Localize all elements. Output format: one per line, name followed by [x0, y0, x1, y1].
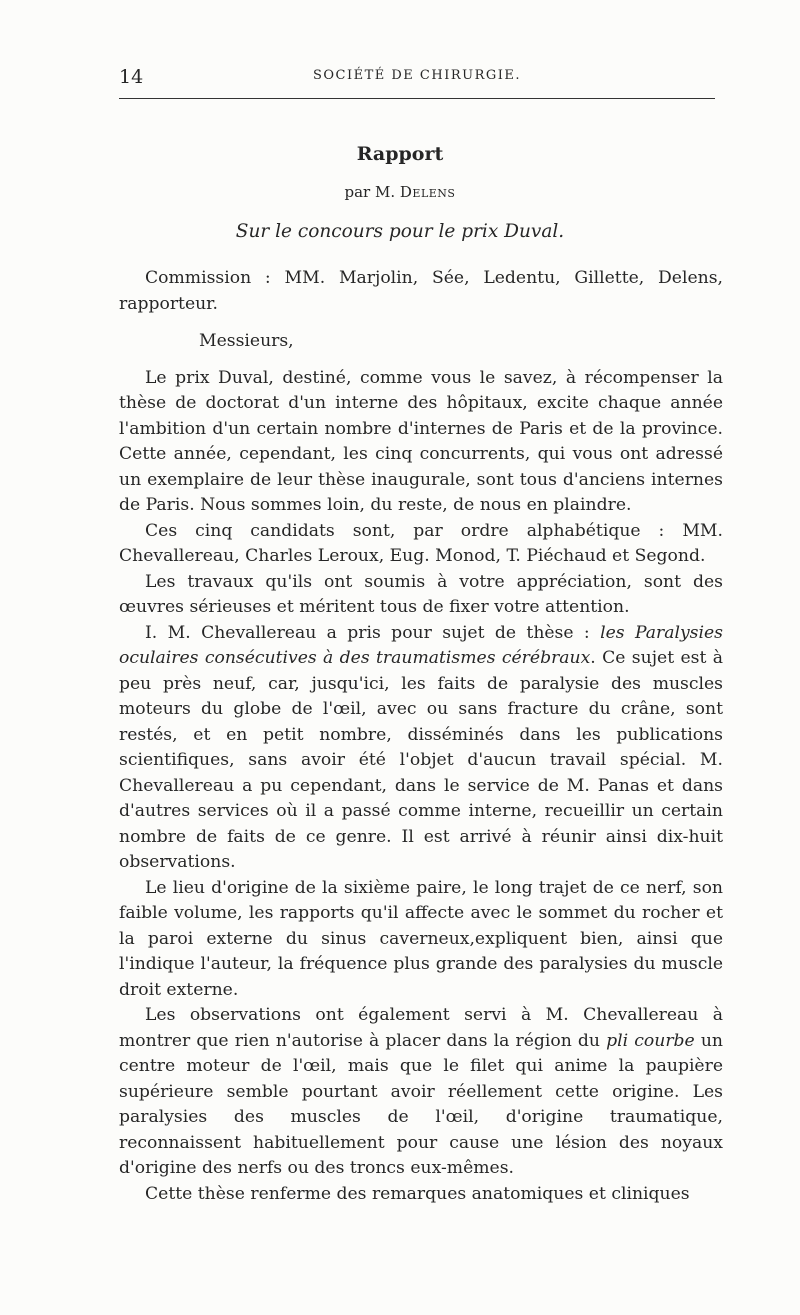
salutation: Messieurs, — [199, 331, 294, 351]
italic-term: pli courbe — [606, 1030, 695, 1051]
body-text — [119, 266, 723, 1207]
text-run: I. M. Chevallereau a pris pour sujet de thèse : — [145, 622, 601, 643]
paragraph-prix-duval: Le prix Duval, destiné, comme vous le savez, à récompenser la thèse de doctorat d'un interne des hôpitaux, excite chaque année l'ambition d'un certain nombre d'internes de Paris et de la province. Cette année, cependant, les cinq concurrents, qui vous ont adressé un exemplaire de leur thèse inaugurale, sont tous d'anciens internes de Paris. Nous sommes loin, du reste, de nous en plaindre. — [119, 367, 723, 515]
text-run: . Ce sujet est à peu près neuf, car, jusqu'ici, les faits de paralysie des muscles moteurs du globe de l'œil, avec ou sans fracture du crâne, sont restés, et en petit nombre, disséminés dans les publications scientifiques, sans avoir été l'objet d'aucun travail spécial. M. Chevallereau a pu cependant, dans le service de M. Panas et dans d'autres services où il a passé comme interne, recueillir un certain nombre de faits de ce genre. Il est arrivé à réunir ainsi dix-huit observations. — [119, 648, 723, 872]
report-title: Rapport — [356, 143, 444, 165]
commission-paragraph: Commission : MM. Marjolin, Sée, Ledentu, Gillette, Delens, rapporteur. — [119, 268, 723, 314]
text-run: Les observations ont également servi à M. Chevallereau à montrer que rien n'autorise à placer dans la région du — [119, 1005, 723, 1051]
running-head: SOCIÉTÉ DE CHIRURGIE. — [312, 68, 522, 83]
paragraph-sixth-nerve: Le lieu d'origine de la sixième paire, le long trajet de ce nerf, son faible volume, les rapports qu'il affecte avec le sommet du rocher et la paroi externe du sinus caverneux,expliquent bien, ainsi que l'indique l'auteur, la fréquence plus grande des paralysies du muscle droit externe. — [119, 877, 723, 1000]
paragraph-chevallereau — [119, 621, 723, 876]
paragraph-last: Cette thèse renferme des remarques anatomiques et cliniques — [145, 1183, 690, 1204]
byline-prefix: par M. — [344, 183, 400, 201]
page-number: 14 — [119, 66, 144, 88]
byline — [0, 183, 800, 201]
page-header — [119, 66, 715, 90]
paragraph-travaux: Les travaux qu'ils ont soumis à votre appréciation, sont des œuvres sérieuses et méritent tous de fixer votre attention. — [119, 571, 723, 617]
author-name: Delens — [399, 183, 456, 201]
paragraph-observations — [119, 1003, 723, 1182]
paragraph-candidates: Ces cinq candidats sont, par ordre alphabétique : MM. Chevallereau, Charles Leroux, Eug. Monod, T. Piéchaud et Segond. — [119, 520, 723, 566]
text-run: un centre moteur de l'œil, mais que le filet qui anime la paupière supérieure semble pourtant avoir réellement cette origine. Les paralysies des muscles de l'œil, d'origine traumatique, reconnaissent habituellement pour cause une lésion des noyaux d'origine des nerfs ou des troncs eux-mêmes. — [119, 1030, 723, 1178]
report-subtitle: Sur le concours pour le prix Duval. — [235, 221, 565, 242]
thesis-title: les Paralysies oculaires consécutives à des traumatismes cérébraux — [119, 622, 723, 668]
header-rule — [119, 98, 715, 99]
